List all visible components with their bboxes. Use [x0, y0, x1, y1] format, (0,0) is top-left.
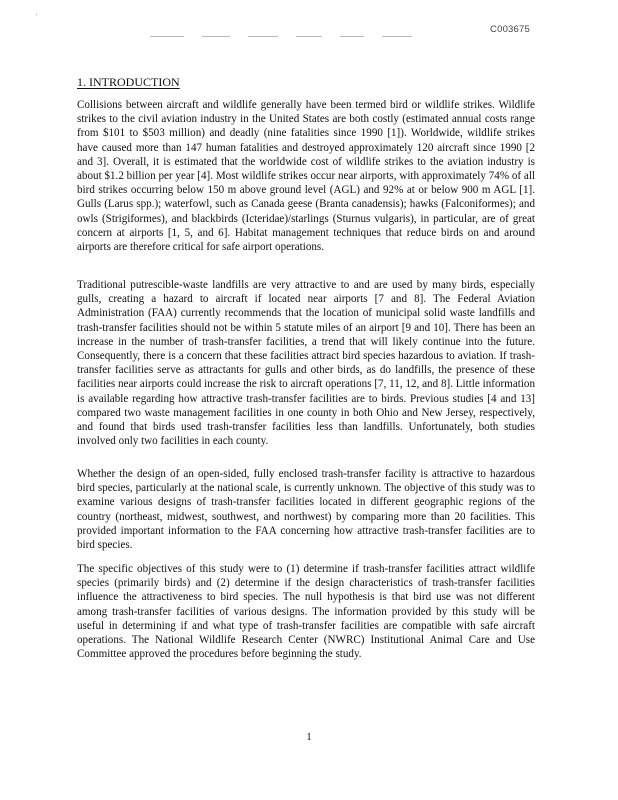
corner-mark: '	[36, 12, 38, 22]
page-number: 1	[306, 731, 312, 743]
paragraph-2: Traditional putrescible-waste landfills are very attractive to and are used by many birds, especially gulls, creating a hazard to aircraft if located near airports [7 and 8]. The Federal Aviation Administration (FAA) currently recommends that the location of municipal solid waste landfills and trash-transfer facilities should not be within 5 statute miles of an airport [9 and 10]. There has been an increase in the number of trash-transfer facilities, a trend that will likely continue into the future. Consequently, there is a concern that these facilities attract bird species hazardous to aviation. If trash-transfer facilities serve as attractants for gulls and other birds, as do landfills, the presence of these facilities near airports could increase the risk to aircraft operations [7, 11, 12, and 8]. Little information is available regarding how attractive trash-transfer facilities are to birds. Previous studies [4 and 13] compared two waste management facilities in one county in both Ohio and New Jersey, respectively, and found that birds used trash-transfer facilities less than landfills. Unfortunately, both studies involved only two facilities in each county.	[77, 279, 535, 448]
paragraph-1: Collisions between aircraft and wildlife generally have been termed bird or wildlife strikes. Wildlife strikes to the civil aviation industry in the United States are both costly (estimated annual costs range from $101 to $503 million) and deadly (nine fatalities since 1990 [1]). Worldwide, wildlife strikes have caused more than 147 human fatalities and destroyed approximately 120 aircraft since 1990 [2 and 3]. Overall, it is estimated that the worldwide cost of wildlife strikes to the aviation industry is about $1.2 billion per year [4]. Most wildlife strikes occur near airports, with approximately 74% of all bird strikes occurring below 150 m above ground level (AGL) and 92% at or below 900 m AGL [1]. Gulls (Larus spp.); waterfowl, such as Canada geese (Branta canadensis); hawks (Falconiformes); and owls (Strigiformes), and blackbirds (Icteridae)/starlings (Sturnus vulgaris), in particular, are of great concern at airports [1, 5, and 6]. Habitat management techniques that reduce birds on and around airports are therefore critical for safe airport operations.	[77, 99, 535, 254]
faint-header-marks	[150, 27, 450, 33]
document-id: C003675	[490, 24, 530, 35]
paragraph-3: Whether the design of an open-sided, fully enclosed trash-transfer facility is attractive to hazardous bird species, particularly at the national scale, is currently unknown. The objective of this study was to examine various designs of trash-transfer facilities located in different geographic regions of the country (northeast, midwest, southwest, and northwest) by comparing more than 20 facilities. This provided important information to the FAA concerning how attractive trash-transfer facilities are to bird species.	[77, 468, 535, 552]
paragraph-4: The specific objectives of this study were to (1) determine if trash-transfer facilities attract wildlife species (primarily birds) and (2) determine if the design characteristics of trash-transfer facilities influence the attractiveness to bird species. The null hypothesis is that bird use was not different among trash-transfer facilities of various designs. The information provided by this study will be useful in determining if and what type of trash-transfer facilities are compatible with safe aircraft operations. The National Wildlife Research Center (NWRC) Institutional Animal Care and Use Committee approved the procedures before beginning the study.	[77, 563, 535, 661]
section-heading: 1. INTRODUCTION	[77, 75, 180, 89]
